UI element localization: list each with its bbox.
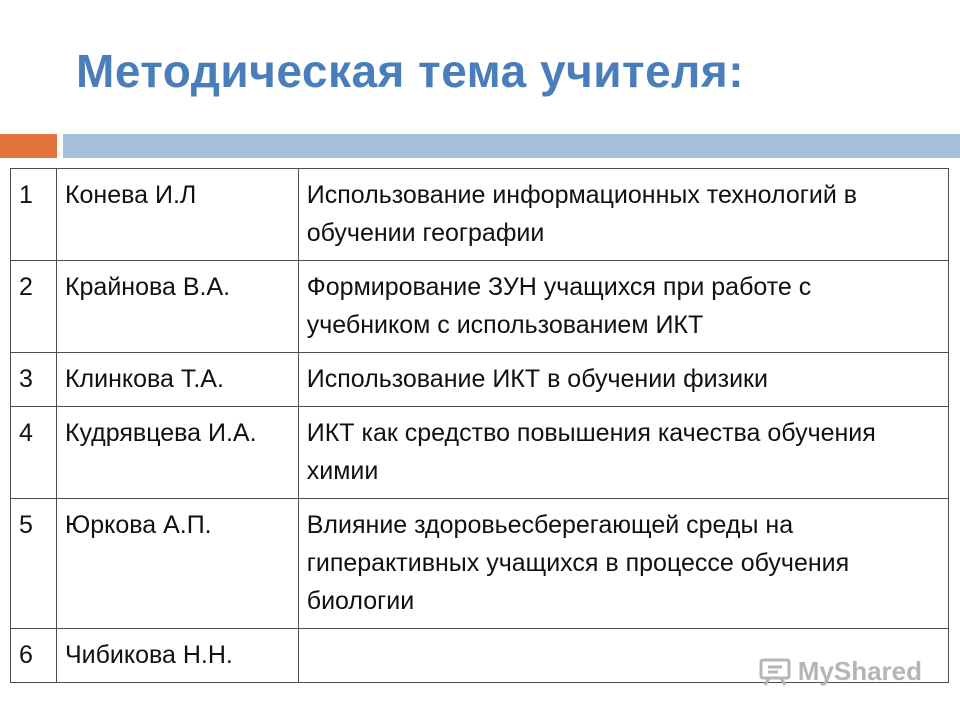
row-number: 1 bbox=[11, 169, 57, 261]
table-row bbox=[11, 353, 949, 407]
method-topic: Использование информационных технологий в обучении географии bbox=[298, 169, 948, 261]
method-topic: Влияние здоровьесберегающей среды на гиперактивных учащихся в процессе обучения биологии bbox=[298, 499, 948, 629]
myshared-watermark bbox=[758, 656, 922, 687]
table-row bbox=[11, 499, 949, 629]
teacher-name: Крайнова В.А. bbox=[56, 261, 298, 353]
teacher-name: Клинкова Т.А. bbox=[56, 353, 298, 407]
watermark-text: MyShared bbox=[797, 656, 922, 686]
method-topic: Использование ИКТ в обучении физики bbox=[298, 353, 948, 407]
slide-title: Методическая тема учителя: bbox=[76, 45, 745, 97]
teacher-name: Кудрявцева И.А. bbox=[56, 407, 298, 499]
method-topic: ИКТ как средство повышения качества обучения химии bbox=[298, 407, 948, 499]
presentation-board-icon bbox=[758, 657, 792, 687]
table-row bbox=[11, 169, 949, 261]
teacher-name: Чибикова Н.Н. bbox=[56, 629, 298, 683]
row-number: 2 bbox=[11, 261, 57, 353]
teacher-themes-table bbox=[10, 168, 949, 683]
row-number: 3 bbox=[11, 353, 57, 407]
accent-bar-blue bbox=[63, 134, 960, 158]
row-number: 6 bbox=[11, 629, 57, 683]
row-number: 4 bbox=[11, 407, 57, 499]
teacher-name: Конева И.Л bbox=[56, 169, 298, 261]
row-number: 5 bbox=[11, 499, 57, 629]
table-row bbox=[11, 261, 949, 353]
accent-bar-orange bbox=[0, 134, 57, 158]
method-topic: Формирование ЗУН учащихся при работе с учебником с использованием ИКТ bbox=[298, 261, 948, 353]
table-row bbox=[11, 407, 949, 499]
teacher-name: Юркова А.П. bbox=[56, 499, 298, 629]
